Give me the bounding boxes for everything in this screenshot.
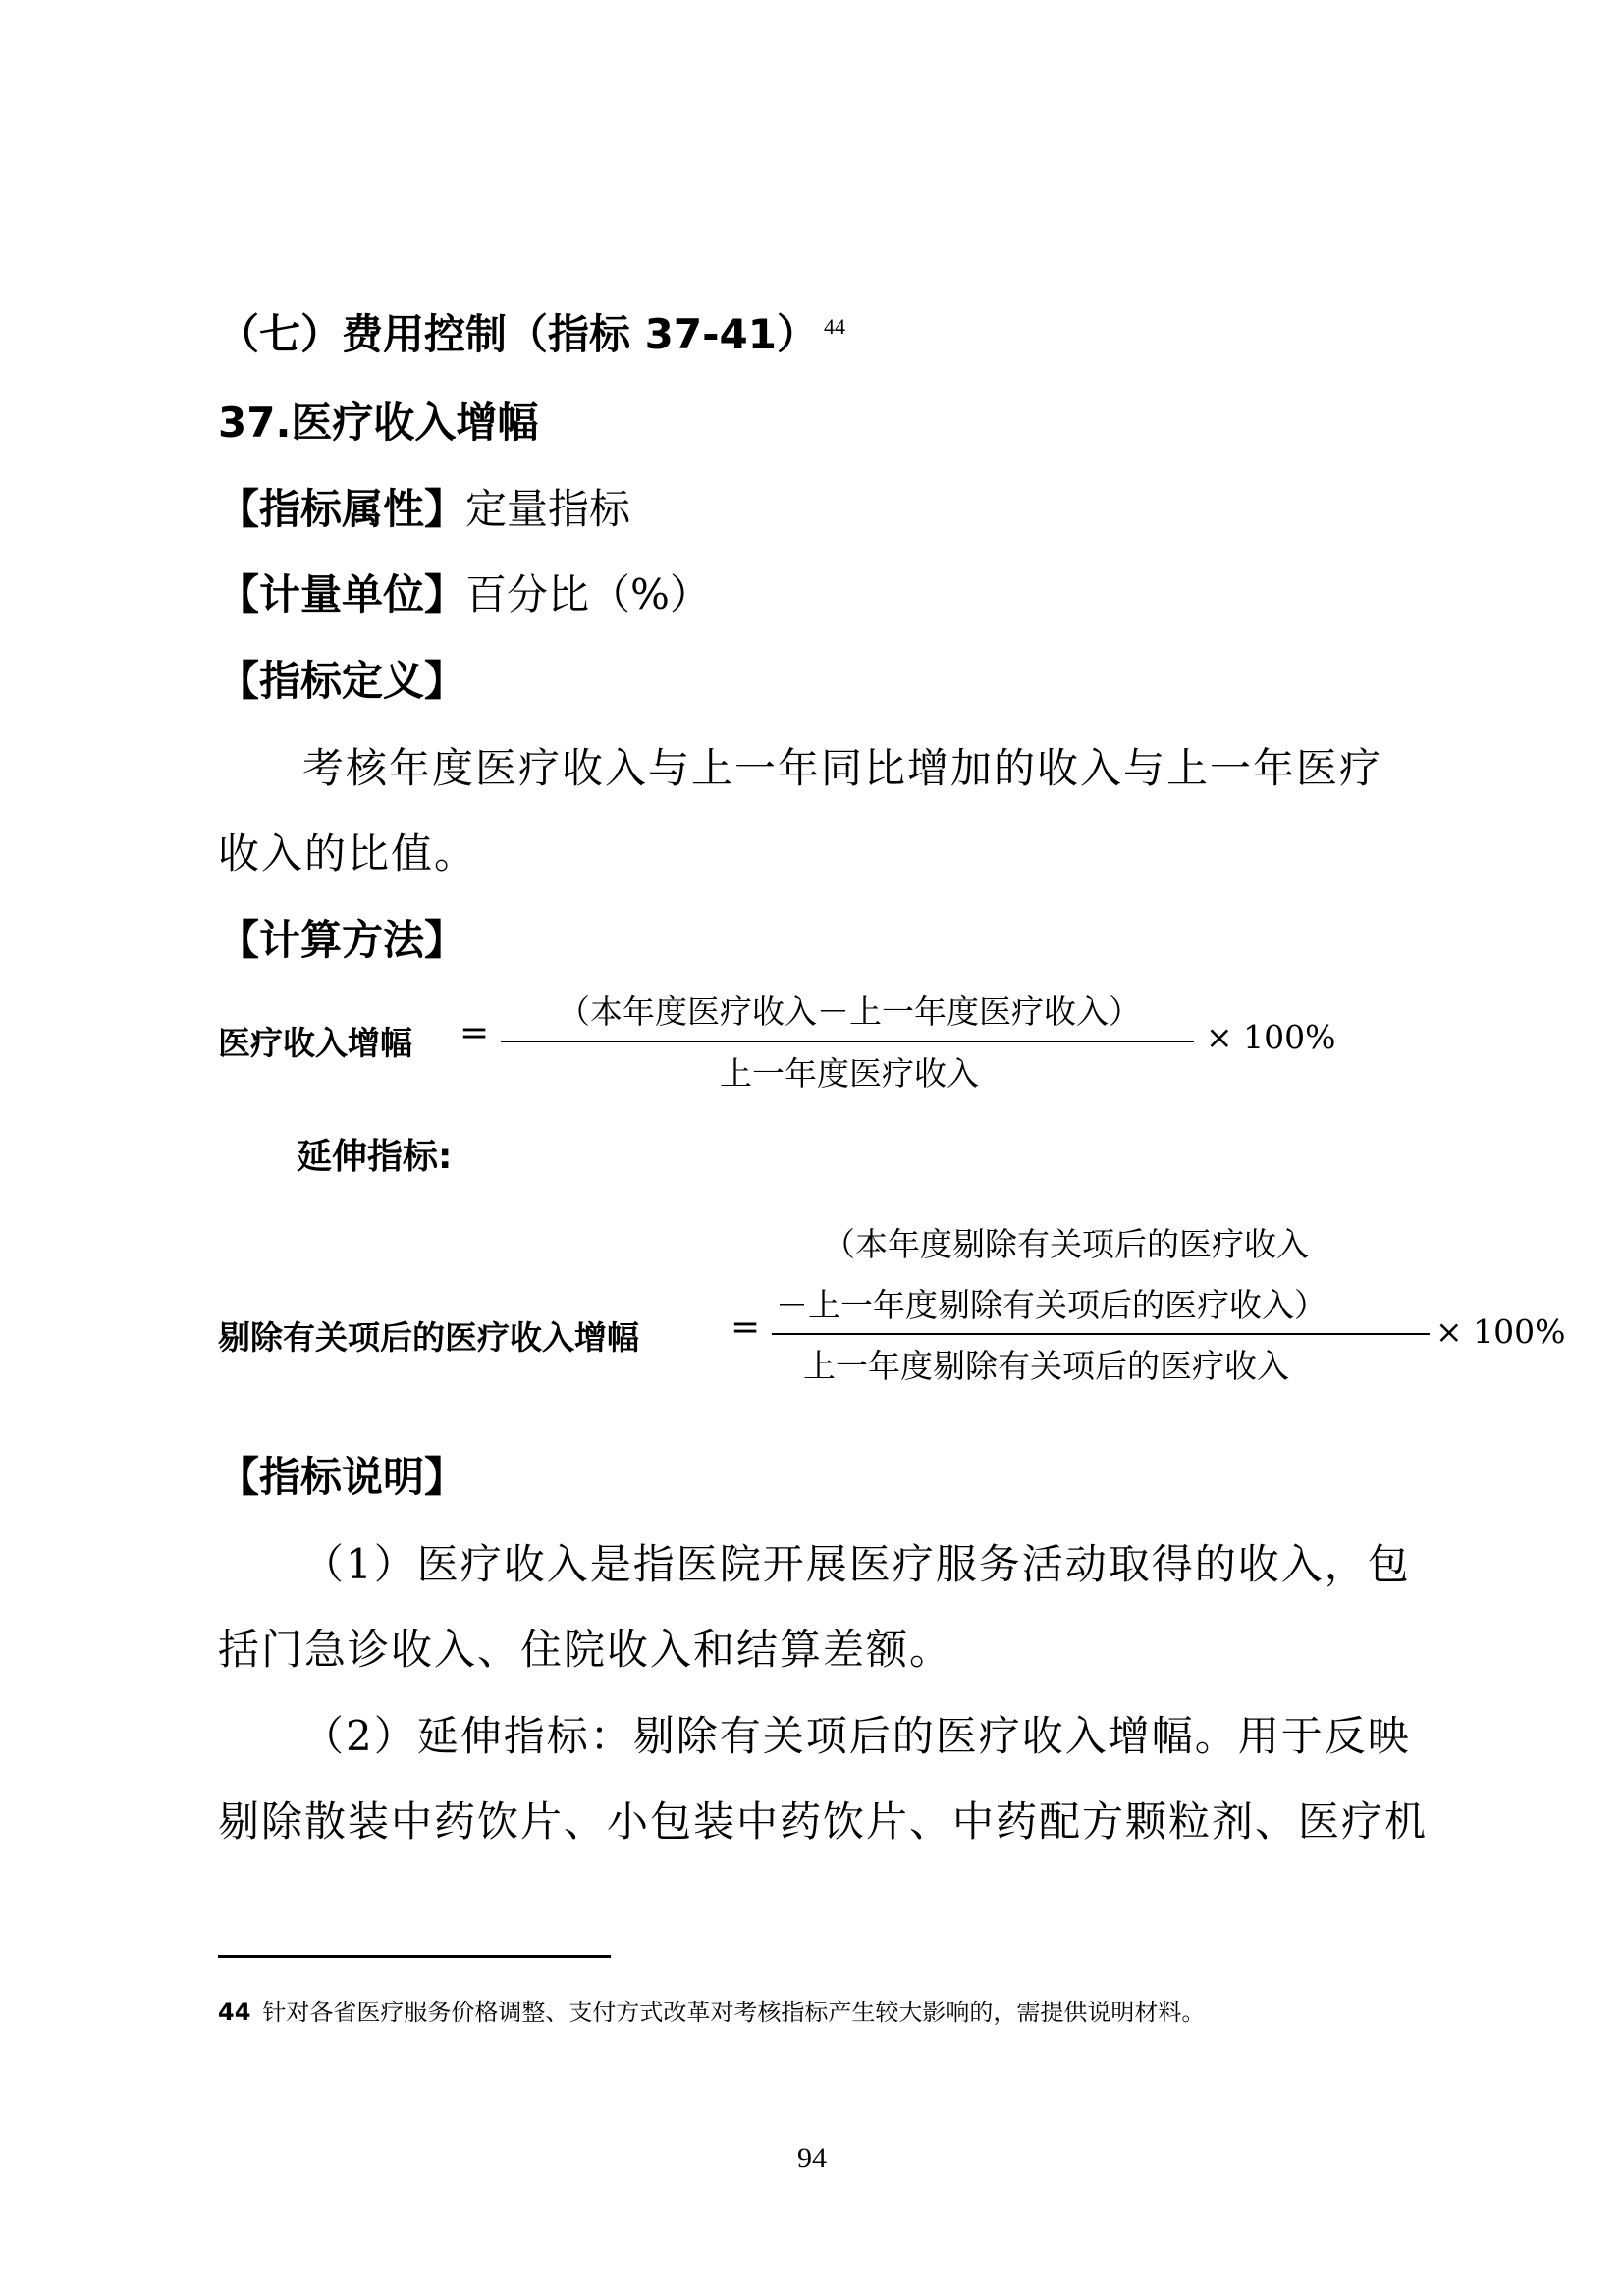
formula1-fraction-bar bbox=[501, 1041, 1194, 1042]
formula2-equals: = bbox=[731, 1308, 761, 1348]
formula1-denominator: 上一年度医疗收入 bbox=[720, 1054, 979, 1093]
formula1-factor: × 100% bbox=[1206, 1018, 1336, 1056]
formula2-fraction-bar bbox=[772, 1333, 1430, 1335]
explanation-p2-line-1: （2）延伸指标：剔除有关项后的医疗收入增幅。用于反映 bbox=[302, 1712, 1411, 1760]
footnote-rule bbox=[218, 1955, 611, 1958]
indicator-title: 37.医疗收入增幅 bbox=[218, 399, 539, 447]
unit-value: 百分比（%） bbox=[465, 570, 711, 618]
section-title: （七）费用控制（指标 37-41） bbox=[218, 310, 818, 358]
formula1-equals: = bbox=[460, 1013, 490, 1053]
formula1-numerator: （本年度医疗收入－上一年度医疗收入） bbox=[558, 992, 1141, 1031]
explanation-p1-line-1: （1）医疗收入是指医院开展医疗服务活动取得的收入，包 bbox=[302, 1540, 1411, 1588]
attribute-label: 【指标属性】 bbox=[218, 485, 466, 533]
definition-label: 【指标定义】 bbox=[218, 657, 466, 705]
formula2-lhs: 剔除有关项后的医疗收入增幅 bbox=[218, 1318, 639, 1357]
definition-line-1: 考核年度医疗收入与上一年同比增加的收入与上一年医疗 bbox=[302, 744, 1383, 792]
page-number: 94 bbox=[797, 2142, 827, 2174]
footnote-number: 44 bbox=[218, 1999, 251, 2026]
formula1-lhs: 医疗收入增幅 bbox=[218, 1024, 412, 1062]
footnote bbox=[218, 1993, 1205, 2027]
footnote-text: 针对各省医疗服务价格调整、支付方式改革对考核指标产生较大影响的，需提供说明材料。 bbox=[262, 1999, 1206, 2026]
attribute-value: 定量指标 bbox=[465, 485, 631, 533]
footnote-ref: 44 bbox=[823, 314, 845, 339]
attribute-row bbox=[218, 477, 630, 536]
formula2-factor: × 100% bbox=[1435, 1312, 1566, 1351]
extension-label: 延伸指标: bbox=[297, 1137, 453, 1177]
explanation-p1-line-2: 括门急诊收入、住院收入和结算差额。 bbox=[218, 1626, 953, 1674]
unit-row bbox=[218, 562, 711, 621]
explanation-label: 【指标说明】 bbox=[218, 1453, 466, 1501]
section-heading bbox=[218, 302, 845, 361]
explanation-p2-line-2: 剔除散装中药饮片、小包装中药饮片、中药配方颗粒剂、医疗机 bbox=[218, 1797, 1429, 1845]
formula2-numerator-line-2: －上一年度剔除有关项后的医疗收入） bbox=[776, 1286, 1326, 1324]
unit-label: 【计量单位】 bbox=[218, 570, 466, 618]
formula2-numerator-line-1: （本年度剔除有关项后的医疗收入 bbox=[823, 1225, 1309, 1263]
formula2-denominator: 上一年度剔除有关项后的医疗收入 bbox=[803, 1347, 1289, 1385]
method-label: 【计算方法】 bbox=[218, 916, 466, 964]
definition-line-2: 收入的比值。 bbox=[218, 829, 478, 878]
